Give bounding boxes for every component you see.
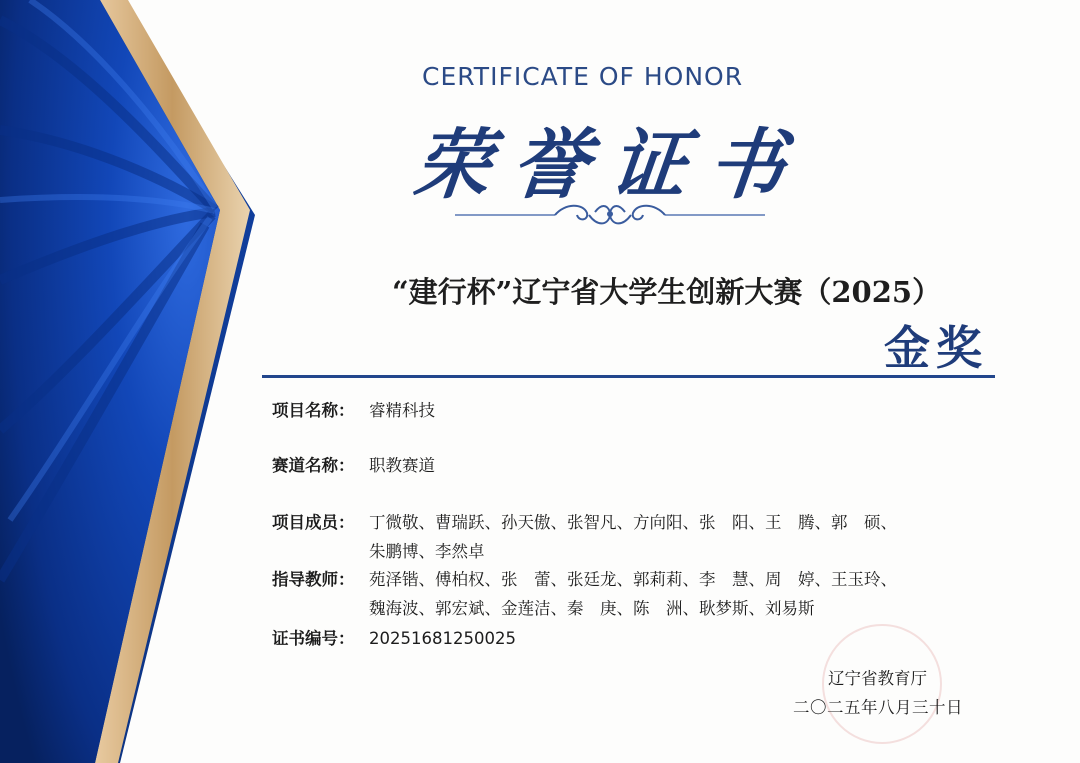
- decorative-drape: [0, 0, 260, 763]
- field-certificate-number: [272, 624, 516, 653]
- field-track-name: [272, 451, 435, 480]
- field-value-line: 苑泽锴、傅柏权、张 蕾、张廷龙、郭莉莉、李 慧、周 婷、王玉玲、: [369, 570, 897, 589]
- competition-name: “建行杯”辽宁省大学生创新大赛（2025）: [392, 275, 942, 309]
- certificate-title-en: CERTIFICATE OF HONOR: [422, 62, 744, 91]
- certificate-title-cn: 荣誉证书: [409, 120, 812, 209]
- field-value-line: 丁微敬、曹瑞跃、孙天傲、张智凡、方向阳、张 阳、王 腾、郭 硕、: [369, 513, 897, 532]
- field-value-line: 朱鹏博、李然卓: [369, 542, 485, 561]
- field-advisors: [272, 565, 897, 623]
- issuer-name: 辽宁省教育厅: [828, 669, 927, 688]
- field-value-line: 魏海波、郭宏斌、金莲洁、秦 庚、陈 洲、耿梦斯、刘易斯: [369, 599, 815, 618]
- ornament-flourish: [455, 200, 765, 230]
- field-value: 20251681250025: [369, 629, 516, 648]
- award-title: 金奖: [884, 321, 988, 375]
- divider-line: [262, 375, 995, 378]
- issue-date: 二〇二五年八月三十日: [793, 698, 963, 717]
- field-label: 证书编号：: [272, 629, 355, 648]
- field-project-name: [272, 396, 435, 425]
- field-value: 职教赛道: [369, 456, 435, 475]
- field-value: 睿精科技: [369, 401, 435, 420]
- field-label: 项目成员：: [272, 513, 355, 532]
- field-label: 指导教师：: [272, 570, 355, 589]
- field-project-members: [272, 508, 897, 566]
- field-label: 项目名称：: [272, 401, 355, 420]
- field-label: 赛道名称：: [272, 456, 355, 475]
